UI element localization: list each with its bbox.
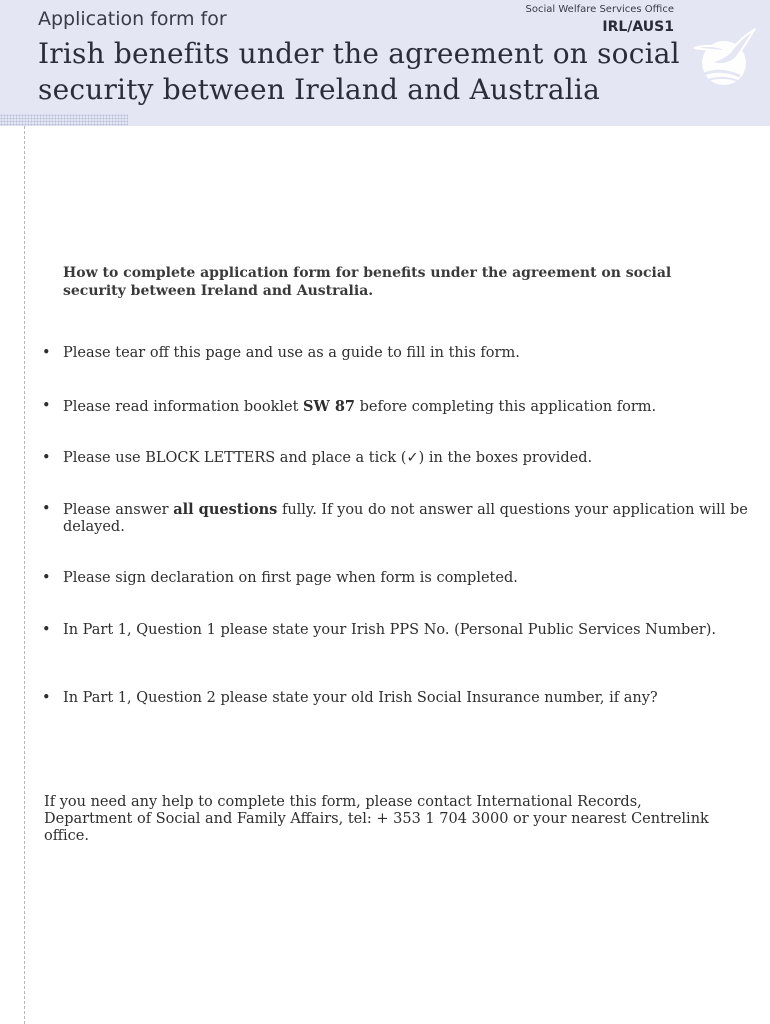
application-form-for-label: Application form for [38, 8, 227, 30]
bullet-dot: • [42, 450, 51, 466]
office-name: Social Welfare Services Office [525, 4, 674, 15]
text-segment: before completing this application form. [355, 399, 657, 415]
list-item [40, 622, 756, 639]
text-segment: fully. If you do not answer all questions your application will be delayed. [63, 502, 748, 535]
list-item [40, 450, 756, 467]
list-item-text: Please sign declaration on first page when form is completed. [63, 570, 518, 586]
text-segment: Please answer [63, 502, 174, 518]
form-title: Irish benefits under the agreement on social security between Ireland and Australia [38, 37, 680, 106]
emphasis-text: all questions [173, 501, 278, 518]
bird-logo-icon [690, 26, 756, 90]
list-item-text [63, 398, 756, 416]
header-band [0, 0, 770, 126]
list-item [40, 570, 756, 587]
bullet-dot: • [42, 345, 51, 361]
bullet-dot: • [42, 622, 51, 638]
list-item-text: In Part 1, Question 2 please state your old Irish Social Insurance number, if any? [63, 690, 658, 706]
bullet-dot: • [42, 398, 51, 414]
list-item [40, 398, 756, 416]
text-segment: Please read information booklet [63, 399, 304, 415]
list-item-text: Please use BLOCK LETTERS and place a tick (✓) in the boxes provided. [63, 450, 593, 466]
bullet-dot: • [42, 570, 51, 586]
booklet-code: SW 87 [303, 398, 356, 415]
header-stipple [0, 114, 128, 126]
instructions-heading: How to complete application form for benefits under the agreement on social security between Ireland and Australia. [63, 265, 672, 299]
list-item-text: In Part 1, Question 1 please state your Irish PPS No. (Personal Public Services Number). [63, 622, 717, 638]
list-item [40, 690, 756, 707]
bullet-dot: • [42, 690, 51, 706]
list-item-text [63, 501, 756, 536]
tear-off-line [24, 126, 25, 1024]
form-code: IRL/AUS1 [602, 19, 674, 35]
list-item [40, 345, 756, 362]
help-contact-text: If you need any help to complete this form, please contact International Records, Department of Social and Family Affairs, tel: + 353 1 704 3000 or your nearest Centrelink office. [44, 794, 709, 844]
bullet-dot: • [42, 501, 51, 517]
list-item [40, 501, 756, 536]
list-item-text: Please tear off this page and use as a guide to fill in this form. [63, 345, 520, 361]
